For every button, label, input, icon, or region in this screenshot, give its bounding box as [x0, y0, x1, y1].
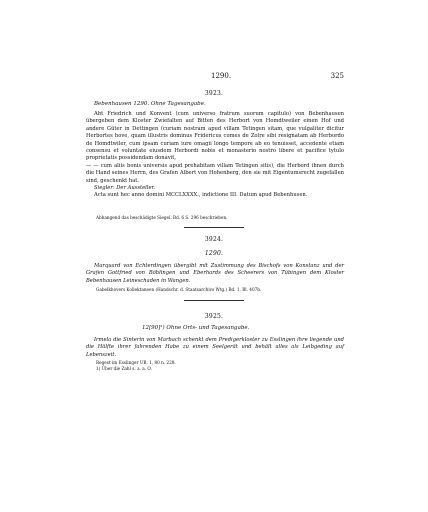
entry-footnote: 1) Über die Zahl s. a. a. O.: [96, 366, 152, 371]
page-header: [86, 72, 344, 82]
entry-place-date: 1290.: [204, 250, 224, 257]
entry-continuation: — — cum aliis bonis universis apud prehabitam villam Tetingen sitis), die Herbord ihnen durch die Hand seines Herrn, des Grafen Albert von Hohenberg, den sie mit Eigentumsrecht zugefallen sind, geschenkt hat.: [86, 162, 344, 184]
page-number: 325: [330, 72, 344, 80]
entry-place-date: 12[90]¹) Ohne Orts- und Tagesangabe.: [142, 325, 250, 331]
entry-note: Regest im Esslinger UB. 1, 80 n. 228.: [96, 360, 176, 365]
entry-place-date: Bebenhausen 1290. Ohne Tagesangabe.: [94, 101, 206, 107]
entry-number: 3923.: [204, 90, 224, 97]
entry-sealer: Siegler: Der Aussteller.: [94, 185, 156, 192]
divider: [184, 227, 244, 228]
entry-summary: Marquard von Echterdingen übergibt mit Zustimmung des Bischofs von Konstanz und der Grafen Gottfried von Böblingen und Eberhards des Scheerers von Tübingen dem Kloster Bebenhausen Leineschaden in Wangen.: [86, 263, 344, 284]
entry-number: 3925.: [204, 313, 224, 320]
entry-body: [86, 111, 344, 200]
entry-number: 3924.: [204, 236, 224, 243]
entry-summary: Irmela die Sinterin von Marbach schenkt dem Predigerkloster zu Esslingen ihre liegende und die Hälfte ihrer fahrenden Habe zu einem Seelgerät und behält alles als Leibgeding auf Lebenszeit.: [86, 337, 344, 358]
divider: [184, 300, 244, 301]
entry-summary: Abt Friedrich und Konvent (cum universo fratrum suorum capitulo) von Bebenhausen übergeben dem Kloster Zwiefalten auf Bitten des Herbort von Homdtweiler einen Hof und andere Güter in Dettingen (curiam nostram apud villam Tetingen sitam, que vulgaliter dicitur Herbortes hove, quam illustris dominus Fridericus comes de Zolre sibi resignatam ab Herbordo de Homdtwiler, cum ipsam curiam iure omagii longo tempore ab eo tenuisset, accedente etiam consensu et voluntate eiusdem Herbordi nobis et monasterio nostro libere et pacifice tytulo proprietatis possidendam donavit,: [86, 111, 344, 162]
entry-closing: Acta sunt hec anno domini MCCLXXXX., indictione III. Datum apud Bebenhusen.: [94, 192, 308, 199]
header-year: 1290.: [211, 72, 232, 80]
entry-note: Gabelkhovers Kollektaneen (Handschr. d. Staatsarchivs Wtg.) Bd. 1, Bl. 407b.: [96, 287, 262, 292]
entry-note: Abhangend das beschädigte Siegel. Bd. 6 S. 296 beschrieben.: [96, 215, 228, 220]
